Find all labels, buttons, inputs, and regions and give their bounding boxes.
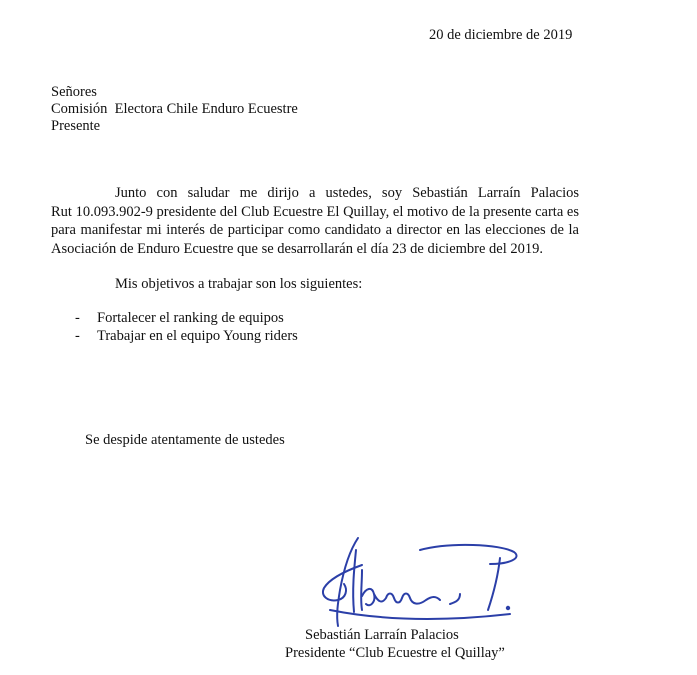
signature-stroke bbox=[361, 570, 362, 610]
signature-stroke bbox=[323, 565, 362, 600]
body-line: Asociación de Enduro Ecuestre que se desarrollarán el día 23 de diciembre del 2019. bbox=[51, 240, 544, 257]
signer-title: Presidente “Club Ecuestre el Quillay” bbox=[285, 645, 505, 661]
signature-dot bbox=[506, 606, 510, 610]
letter-body-paragraph bbox=[51, 184, 579, 258]
signer-name: Sebastián Larraín Palacios bbox=[305, 627, 459, 643]
closing-line: Se despide atentamente de ustedes bbox=[85, 432, 285, 448]
handwritten-signature bbox=[300, 530, 540, 640]
body-line: Junto con saludar me dirijo a ustedes, soy Sebastián Larraín Palacios bbox=[115, 185, 579, 201]
signature-stroke bbox=[362, 589, 440, 605]
bullet-dash: - bbox=[75, 328, 80, 344]
body-line: Rut 10.093.902-9 presidente del Club Ecuestre El Quillay, el motivo de la presente carta es bbox=[51, 203, 579, 220]
objective-text: Trabajar en el equipo Young riders bbox=[97, 328, 298, 344]
recipient-salutation: Señores bbox=[51, 84, 97, 100]
signature-stroke bbox=[450, 594, 460, 604]
letter-date: 20 de diciembre de 2019 bbox=[429, 27, 573, 43]
recipient-presente: Presente bbox=[51, 118, 101, 134]
recipient-organization: Comisión Electora Chile Enduro Ecuestre bbox=[51, 101, 298, 117]
signature-stroke bbox=[330, 610, 510, 619]
objective-text: Fortalecer el ranking de equipos bbox=[97, 310, 284, 326]
signature-stroke bbox=[488, 558, 500, 610]
signature-stroke bbox=[353, 550, 356, 612]
signature-stroke bbox=[420, 545, 517, 564]
bullet-dash: - bbox=[75, 310, 80, 326]
objective-item bbox=[75, 309, 284, 327]
body-line: para manifestar mi interés de participar como candidato a director en las elecciones de la bbox=[51, 222, 579, 238]
objectives-intro: Mis objetivos a trabajar son los siguientes: bbox=[115, 276, 363, 292]
objective-item bbox=[75, 327, 298, 345]
